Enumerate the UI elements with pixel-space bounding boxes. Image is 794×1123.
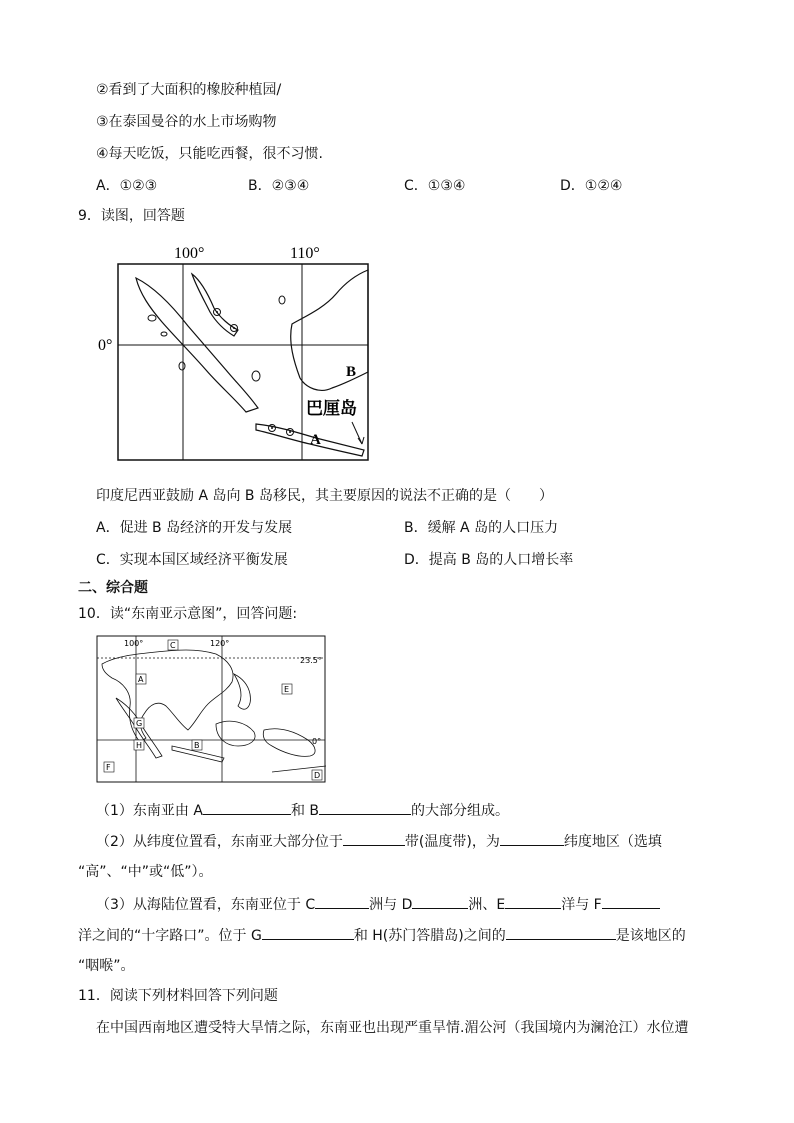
q10-part1-text-c: 的大部分组成。 xyxy=(411,803,509,819)
q10-blank-temp-zone[interactable] xyxy=(343,831,405,846)
q9-map-label-a: A xyxy=(310,432,321,448)
q9-question: 印度尼西亚鼓励 A 岛向 B 岛移民，其主要原因的说法不正确的是（ ） xyxy=(96,488,553,504)
q11-stem: 11．阅读下列材料回答下列问题 xyxy=(78,988,278,1004)
q10-map xyxy=(96,634,328,786)
q10-blank-c[interactable] xyxy=(315,894,369,909)
q8-option-d: D．①②④ xyxy=(560,178,623,194)
q10-blank-strait[interactable] xyxy=(506,925,616,940)
q9-stem: 9．读图，回答题 xyxy=(78,208,185,224)
q9-map-lat-0: 0° xyxy=(98,337,113,354)
q9-option-c: C．实现本国区域经济平衡发展 xyxy=(96,552,288,568)
q10-part2-text-c: 纬度地区（选填 xyxy=(563,834,662,850)
q10-part1-text-a: （1）东南亚由 A xyxy=(96,803,203,819)
q9-map-lon-110: 110° xyxy=(290,245,320,262)
q10-part2-text-a: （2）从纬度位置看，东南亚大部分位于 xyxy=(96,834,343,850)
q10-part1-text-b: 和 B xyxy=(290,803,319,819)
q10-map-label-b: B xyxy=(194,741,200,750)
q10-map-label-d: D xyxy=(314,771,321,780)
q8-option-c: C．①③④ xyxy=(404,178,466,194)
q10-part3-text-g: 是该地区的 xyxy=(615,928,686,944)
q9-map-lon-100: 100° xyxy=(174,245,205,262)
q10-map-lon-120: 120° xyxy=(210,639,230,648)
q10-part3-end: “咽喉”。 xyxy=(78,958,135,974)
q10-map-label-g: G xyxy=(136,719,143,728)
q10-part3-text-d: 洋与 F xyxy=(561,897,602,913)
q9-map xyxy=(96,238,386,464)
q10-part2-text-b: 带(温度带)，为 xyxy=(404,834,500,850)
section-heading: 二、综合题 xyxy=(78,580,148,596)
q10-map-label-e: E xyxy=(284,685,290,694)
q8-item-3: ③在泰国曼谷的水上市场购物 xyxy=(96,114,277,130)
q10-map-lon-100: 100° xyxy=(124,639,144,648)
q10-blank-e[interactable] xyxy=(505,894,561,909)
q10-part3 xyxy=(96,894,660,915)
q8-option-a: A．①②③ xyxy=(96,178,158,194)
q10-part3-text-a: （3）从海陆位置看，东南亚位于 C xyxy=(96,897,316,913)
q10-map-lat-23: 23.5° xyxy=(300,656,322,665)
q10-part2 xyxy=(96,831,662,852)
q10-blank-a[interactable] xyxy=(203,800,291,815)
q10-part3-text-f: 和 H(苏门答腊岛)之间的 xyxy=(353,928,506,944)
q10-part3-cont xyxy=(78,925,686,946)
q8-item-4: ④每天吃饭，只能吃西餐，很不习惯. xyxy=(96,146,324,162)
q10-part2-cont: “高”、“中”或“低”）。 xyxy=(78,864,213,880)
q9-option-d: D．提高 B 岛的人口增长率 xyxy=(404,552,574,568)
q10-stem: 10．读“东南亚示意图”，回答问题: xyxy=(78,606,298,622)
q10-map-label-h: H xyxy=(136,741,143,750)
q10-blank-g[interactable] xyxy=(262,925,354,940)
q8-option-b: B．②③④ xyxy=(248,178,310,194)
q10-map-label-c: C xyxy=(170,641,176,650)
q10-blank-f[interactable] xyxy=(602,894,660,909)
q8-item-2: ②看到了大面积的橡胶种植园/ xyxy=(96,82,282,98)
q11-material: 在中国西南地区遭受特大旱情之际，东南亚也出现严重旱情.湄公河（我国境内为澜沧江）水位遭 xyxy=(96,1020,689,1036)
q9-option-a: A．促进 B 岛经济的开发与发展 xyxy=(96,520,293,536)
q10-part1 xyxy=(96,800,509,821)
q9-map-label-b: B xyxy=(346,364,357,380)
q10-part3-text-e: 洋之间的“十字路口”。位于 G xyxy=(78,928,262,944)
q10-blank-latitude[interactable] xyxy=(500,831,564,846)
q10-part3-text-c: 洲、E xyxy=(468,897,506,913)
q9-map-label-bali: 巴厘岛 xyxy=(306,399,357,419)
q9-option-b: B．缓解 A 岛的人口压力 xyxy=(404,520,559,536)
q10-blank-d[interactable] xyxy=(412,894,468,909)
q10-blank-b[interactable] xyxy=(319,800,411,815)
q10-part3-text-b: 洲与 D xyxy=(369,897,413,913)
q10-map-label-a: A xyxy=(138,675,144,684)
q10-map-label-f: F xyxy=(106,763,111,772)
q10-map-lat-0: 0° xyxy=(312,737,322,746)
